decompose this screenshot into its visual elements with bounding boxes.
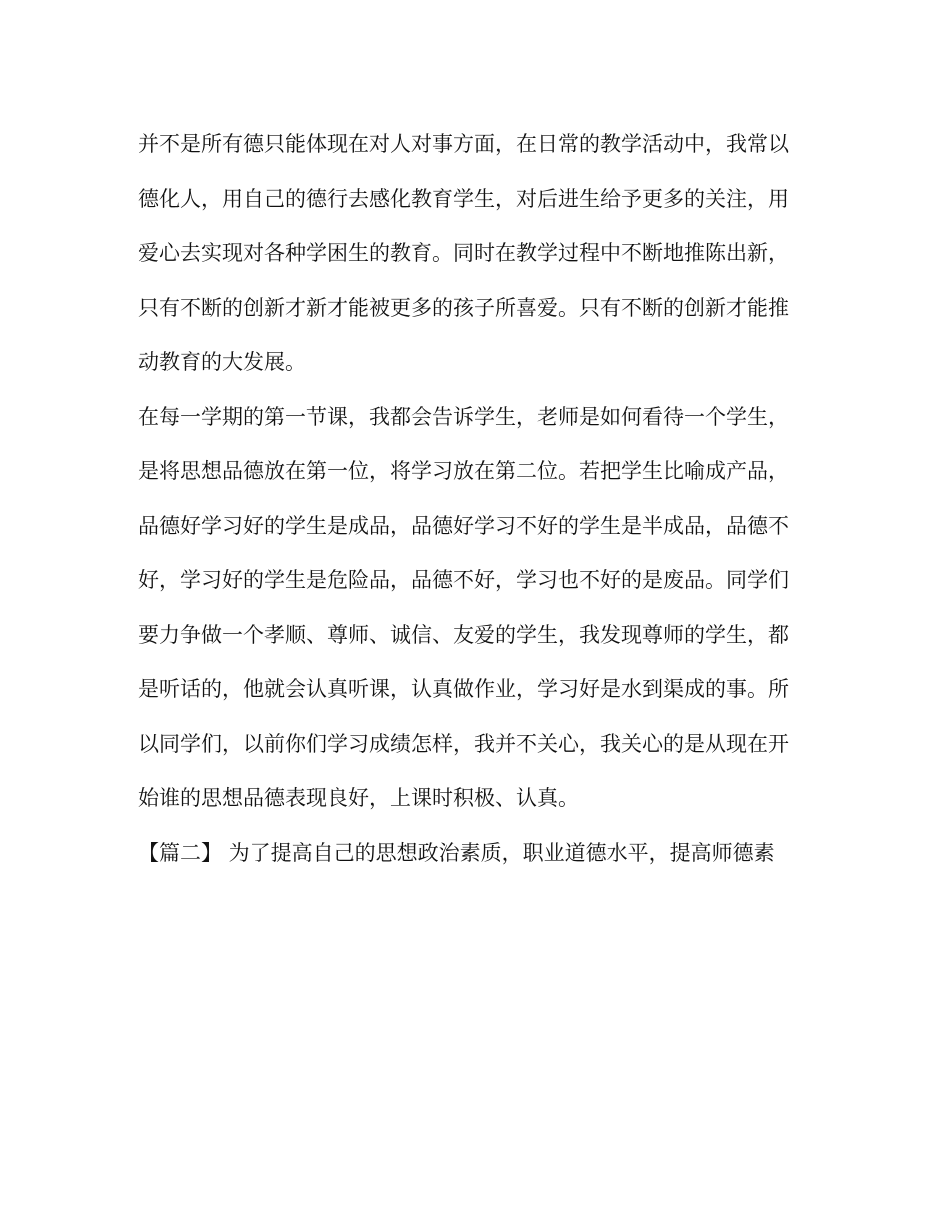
- text-line: 是听话的，他就会认真听课，认真做作业，学习好是水到渠成的事。所: [138, 677, 789, 701]
- document-body: [138, 122, 818, 885]
- text-line: 并不是所有德只能体现在对人对事方面，在日常的教学活动中，我常以: [138, 132, 789, 156]
- text-line: 德化人，用自己的德行去感化教育学生，对后进生给予更多的关注，用: [138, 186, 789, 211]
- text-line: 只有不断的创新才新才能被更多的孩子所喜爱。只有不断的创新才能推: [138, 295, 789, 320]
- text-line: 动教育的大发展。: [138, 350, 306, 374]
- text-line: 以同学们，以前你们学习成绩怎样，我并不关心，我关心的是从现在开: [138, 731, 789, 756]
- text-line: 品德好学习好的学生是成品，品德好学习不好的学生是半成品，品德不: [138, 513, 789, 538]
- text-line: 始谁的思想品德表现良好，上课时积极、认真。: [138, 786, 579, 810]
- section-heading-line: 【篇二】 为了提高自己的思想政治素质，职业道德水平，提高师德素: [138, 840, 775, 865]
- text-line: 要力争做一个孝顺、尊师、诚信、友爱的学生，我发现尊师的学生，都: [138, 622, 789, 647]
- text-line: 爱心去实现对各种学困生的教育。同时在教学过程中不断地推陈出新，: [138, 241, 789, 265]
- text-line: 是将思想品德放在第一位，将学习放在第二位。若把学生比喻成产品，: [138, 459, 789, 483]
- text-line: 好，学习好的学生是危险品，品德不好，学习也不好的是废品。同学们: [138, 568, 789, 592]
- text-line: 在每一学期的第一节课，我都会告诉学生，老师是如何看待一个学生，: [138, 404, 789, 429]
